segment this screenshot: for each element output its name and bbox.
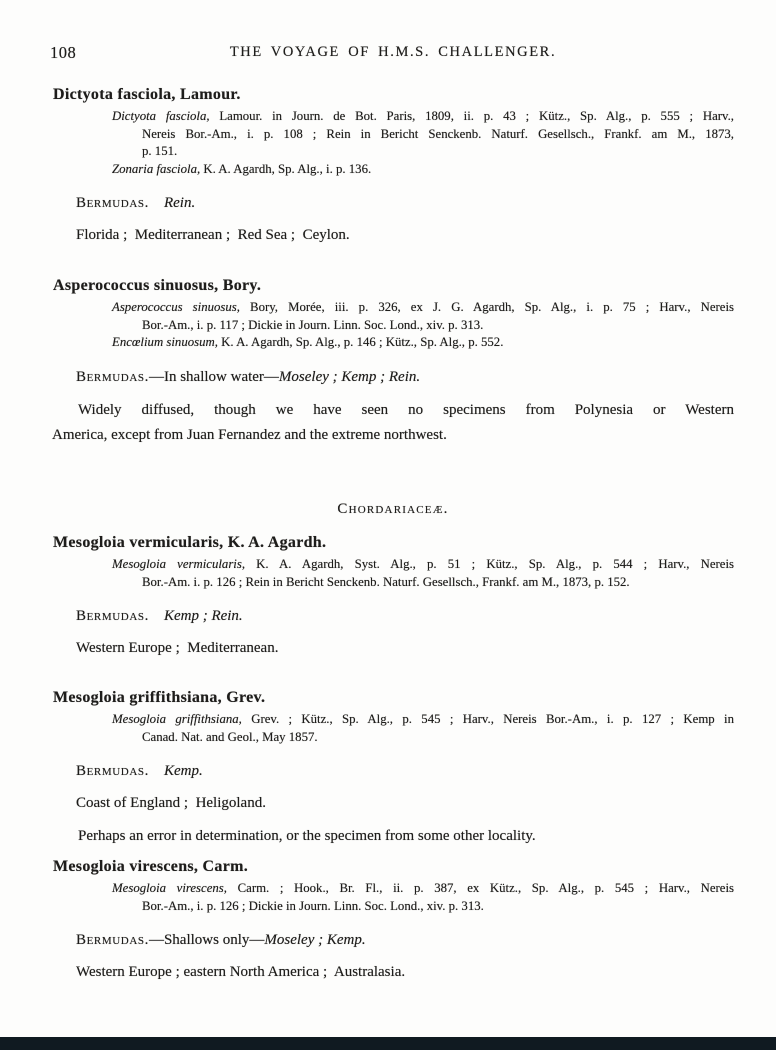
locality-connector: [149, 195, 164, 211]
collector-names: Rein.: [163, 195, 196, 212]
synonymy-line: [112, 711, 734, 729]
synonym-species-name: Dictyota fasciola,: [112, 109, 210, 123]
distribution-line: Western Europe ; eastern North America ; Australasia.: [76, 964, 406, 981]
running-title: THE VOYAGE OF H.M.S. CHALLENGER.: [229, 44, 557, 60]
synonym-species-name: Mesogloia griffithsiana,: [112, 712, 242, 726]
synonymy-line: [142, 317, 734, 335]
synonymy-line: [112, 299, 734, 317]
collector-names: Kemp.: [163, 763, 203, 780]
synonymy-line: [112, 161, 734, 179]
note-line: Perhaps an error in determination, or the specimen from some other locality.: [78, 828, 536, 845]
synonym-reference: Bory, Morée, iii. p. 326, ex J. G. Agardh, Sp. Alg., i. p. 75 ; Harv., Nereis: [239, 300, 734, 314]
page-header: [52, 44, 734, 61]
synonymy-line: [142, 143, 734, 161]
note-line: America, except from Juan Fernandez and the extreme northwest.: [52, 426, 447, 443]
synonym-species-name: Zonaria fasciola,: [112, 161, 201, 176]
note-paragraph: [52, 398, 734, 448]
species-heading: Mesogloia griffithsiana, Grev.: [53, 689, 266, 706]
distribution-line: Coast of England ; Heligoland.: [76, 795, 266, 812]
locality-label: Bermudas.: [76, 763, 149, 780]
locality-record: [76, 606, 734, 626]
synonym-species-name: Asperococcus sinuosus,: [112, 300, 240, 314]
synonymy-block: [52, 299, 734, 352]
note-line: Widely diffused, though we have seen no specimens from Polynesia or Western: [78, 401, 734, 418]
species-entry-mesogloia-griffithsiana: [52, 688, 734, 849]
collector-names: Moseley ; Kemp ; Rein.: [278, 368, 421, 385]
collector-names: Moseley ; Kemp.: [264, 932, 366, 949]
synonym-reference: Nereis Bor.-Am., i. p. 108 ; Rein in Bericht Senckenb. Naturf. Gesellsch., Frankf. am M., 1873,: [142, 126, 734, 141]
distribution-line: Florida ; Mediterranean ; Red Sea ; Ceylon.: [76, 227, 350, 244]
locality-connector: [149, 608, 164, 624]
species-heading: Dictyota fasciola, Lamour.: [53, 86, 241, 103]
locality-record: [76, 367, 734, 387]
locality-label: Bermudas.: [76, 368, 149, 385]
locality-record: [76, 761, 734, 781]
synonym-reference: Canad. Nat. and Geol., May 1857.: [142, 729, 318, 744]
synonymy-block: [52, 108, 734, 178]
synonym-reference: Carm. ; Hook., Br. Fl., ii. p. 387, ex Kütz., Sp. Alg., p. 545 ; Harv., Nereis: [226, 881, 735, 895]
locality-connector: —Shallows only—: [148, 932, 265, 949]
synonym-species-name: Encœlium sinuosum,: [112, 335, 218, 350]
locality-label: Bermudas.: [76, 195, 149, 212]
synonym-reference: p. 151.: [142, 144, 178, 159]
locality-connector: [149, 763, 164, 779]
synonymy-line: [142, 729, 734, 747]
family-heading: Chordariaceæ.: [337, 501, 449, 517]
synonym-reference: Bor.-Am. i. p. 126 ; Rein in Bericht Senckenb. Naturf. Gesellsch., Frankf. am M., 1873, p. 152.: [142, 574, 630, 589]
locality-record: [76, 193, 734, 213]
locality-connector: —In shallow water—: [148, 368, 279, 385]
note-paragraph: [52, 824, 734, 849]
synonymy-block: [52, 711, 734, 746]
species-heading: Mesogloia vermicularis, K. A. Agardh.: [53, 534, 327, 551]
synonymy-line: [142, 898, 734, 916]
collector-names: Kemp ; Rein.: [163, 608, 243, 625]
synonym-species-name: Mesogloia virescens,: [112, 881, 227, 895]
locality-label: Bermudas.: [76, 608, 149, 625]
species-entry-dictyota-fasciola: [52, 85, 734, 245]
synonymy-block: [52, 880, 734, 915]
species-heading: Asperococcus sinuosus, Bory.: [53, 277, 262, 294]
synonymy-line: [112, 334, 734, 352]
synonym-reference: Grev. ; Kütz., Sp. Alg., p. 545 ; Harv., Nereis Bor.-Am., i. p. 127 ; Kemp in: [241, 712, 734, 726]
synonymy-block: [52, 556, 734, 591]
locality-label: Bermudas.: [76, 932, 149, 949]
distribution-line: Western Europe ; Mediterranean.: [76, 640, 279, 657]
species-entry-mesogloia-vermicularis: [52, 533, 734, 658]
synonymy-line: [112, 880, 734, 898]
synonym-reference: Bor.-Am., i. p. 126 ; Dickie in Journ. Linn. Soc. Lond., xiv. p. 313.: [142, 898, 484, 913]
locality-record: [76, 930, 734, 950]
scan-edge-bar: [0, 1037, 776, 1050]
synonym-reference: Lamour. in Journ. de Bot. Paris, 1809, ii. p. 43 ; Kütz., Sp. Alg., p. 555 ; Harv.,: [209, 109, 734, 123]
synonymy-line: [142, 126, 734, 144]
synonymy-line: [112, 108, 734, 126]
species-entry-asperococcus-sinuosus: [52, 276, 734, 448]
synonym-reference: K. A. Agardh, Syst. Alg., p. 51 ; Kütz., Sp. Alg., p. 544 ; Harv., Nereis: [245, 557, 735, 571]
synonym-species-name: Mesogloia vermicularis,: [112, 557, 246, 571]
species-entry-mesogloia-virescens: [52, 857, 734, 982]
synonymy-line: [112, 556, 734, 574]
synonymy-line: [142, 574, 734, 592]
synonym-reference: K. A. Agardh, Sp. Alg., p. 146 ; Kütz., Sp. Alg., p. 552.: [217, 335, 504, 350]
page-number: 108: [50, 43, 77, 62]
species-heading: Mesogloia virescens, Carm.: [53, 858, 249, 875]
synonym-reference: K. A. Agardh, Sp. Alg., i. p. 136.: [200, 161, 372, 176]
synonym-reference: Bor.-Am., i. p. 117 ; Dickie in Journ. Linn. Soc. Lond., xiv. p. 313.: [142, 317, 484, 332]
